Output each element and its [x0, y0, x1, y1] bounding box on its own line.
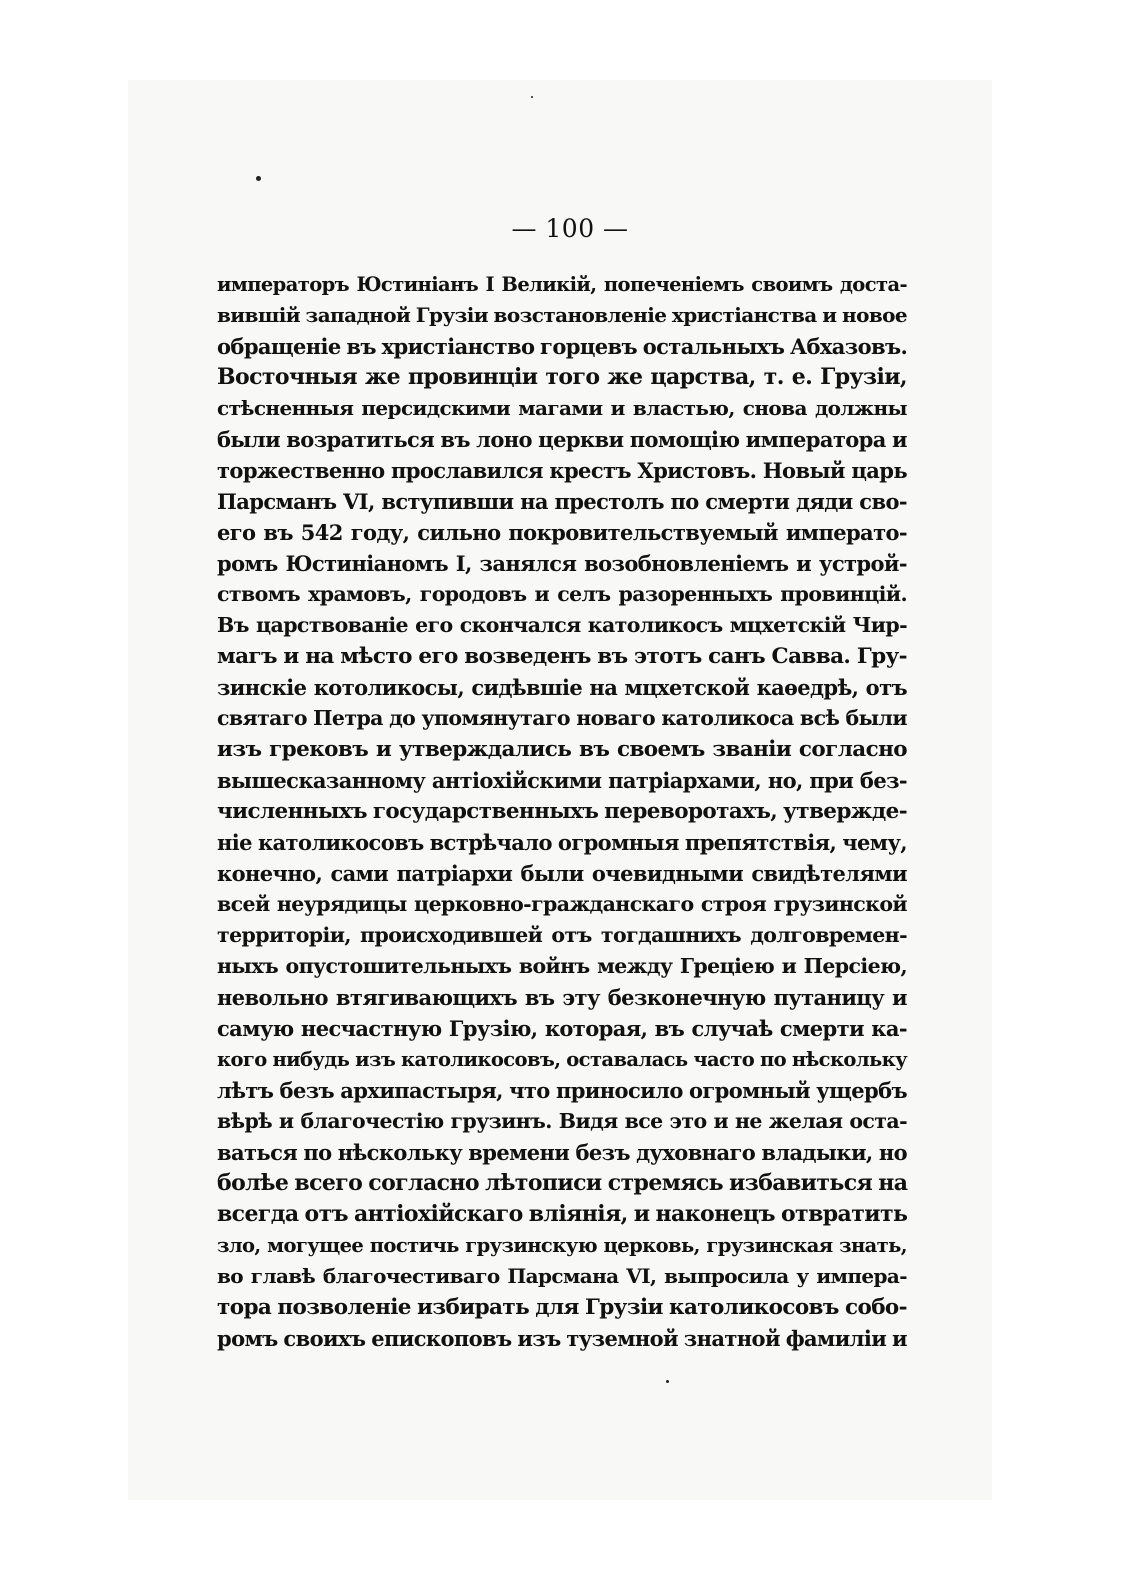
text-line: территоріи, происходившей отъ тогдашнихъ долговремен-: [217, 923, 907, 947]
text-line: были возратиться въ лоно церкви помощію императора и: [217, 427, 907, 452]
body-text: [217, 269, 907, 1354]
text-line: его въ 542 году, сильно покровительствуемый императо-: [217, 520, 907, 545]
text-line: всей неурядицы церковно-гражданскаго строя грузинской: [217, 892, 907, 916]
page-number: — 100 —: [511, 214, 629, 243]
text-line: всегда отъ антіохійскаго вліянія, и наконецъ отвратить: [217, 1201, 908, 1227]
text-line: тора позволеніе избирать для Грузіи католикосовъ собо-: [217, 1295, 907, 1320]
text-line: ромъ своихъ епископовъ изъ туземной знатной фамиліи и: [217, 1326, 907, 1351]
text-line: стѣсненныя персидскими магами и властью, снова должны: [217, 396, 907, 420]
ink-speck: [531, 96, 533, 98]
text-line: невольно втягивающихъ въ эту безконечную путаницу и: [217, 985, 907, 1010]
text-line: лѣтъ безъ архипастыря, что приносило огромный ущербъ: [217, 1078, 907, 1103]
ink-speck: [256, 176, 261, 181]
text-line: торжественно прославился крестъ Христовъ. Новый царь: [217, 458, 907, 483]
text-line: магъ и на мѣсто его возведенъ въ этотъ санъ Савва. Гру-: [217, 644, 907, 669]
text-line: вѣрѣ и благочестію грузинъ. Видя все это и не желая оста-: [217, 1109, 907, 1133]
text-line: вышесказанному антіохійскими патріархами, но, при без-: [217, 768, 907, 793]
ink-speck: [666, 1380, 669, 1383]
text-line: ныхъ опустошительныхъ войнъ между Греціею и Персіею,: [217, 954, 907, 978]
text-line: ніе католикосовъ встрѣчало огромныя препятствія, чему,: [217, 830, 907, 855]
text-line: обращеніе въ христіанство горцевъ остальныхъ Абхазовъ.: [217, 334, 908, 359]
text-line: кого нибудь изъ католикосовъ, оставалась часто по нѣскольку: [217, 1048, 907, 1071]
text-line: вившій западной Грузіи возстановленіе христіанства и новое: [217, 303, 907, 327]
text-line: императоръ Юстиніанъ I Великій, попеченіемъ своимъ доста-: [217, 273, 907, 296]
text-line: святаго Петра до упомянутаго новаго католикоса всѣ были: [217, 706, 907, 730]
text-line: зинскіе котоликосы, сидѣвшіе на мцхетской каѳедрѣ, отъ: [217, 675, 907, 700]
text-line: болѣе всего согласно лѣтописи стремясь избавиться на: [217, 1170, 908, 1196]
text-line: во главѣ благочестиваго Парсмана VI, выпросила у импера-: [217, 1264, 907, 1288]
text-line: Восточныя же провинціи того же царства, т. е. Грузіи,: [217, 364, 907, 390]
text-line: Парсманъ VI, вступивши на престолъ по смерти дяди сво-: [217, 489, 907, 514]
text-line: конечно, сами патріархи были очевидными свидѣтелями: [217, 861, 907, 886]
text-line: самую несчастную Грузію, которая, въ случаѣ смерти ка-: [217, 1016, 907, 1041]
text-line: ваться по нѣскольку времени безъ духовнаго владыки, но: [217, 1140, 907, 1165]
text-line: численныхъ государственныхъ переворотахъ, утвержде-: [217, 799, 908, 824]
text-line: ромъ Юстиніаномъ I, занялся возобновленіемъ и устрой-: [217, 551, 907, 576]
text-line: изъ грековъ и утверждались въ своемъ званіи согласно: [217, 737, 907, 762]
text-line: зло, могущее постичь грузинскую церковь, грузинская знать,: [217, 1234, 907, 1257]
text-line: Въ царствованіе его скончался католикосъ мцхетскій Чир-: [217, 613, 907, 637]
text-line: ствомъ храмовъ, городовъ и селъ разоренныхъ провинцій.: [217, 582, 907, 606]
